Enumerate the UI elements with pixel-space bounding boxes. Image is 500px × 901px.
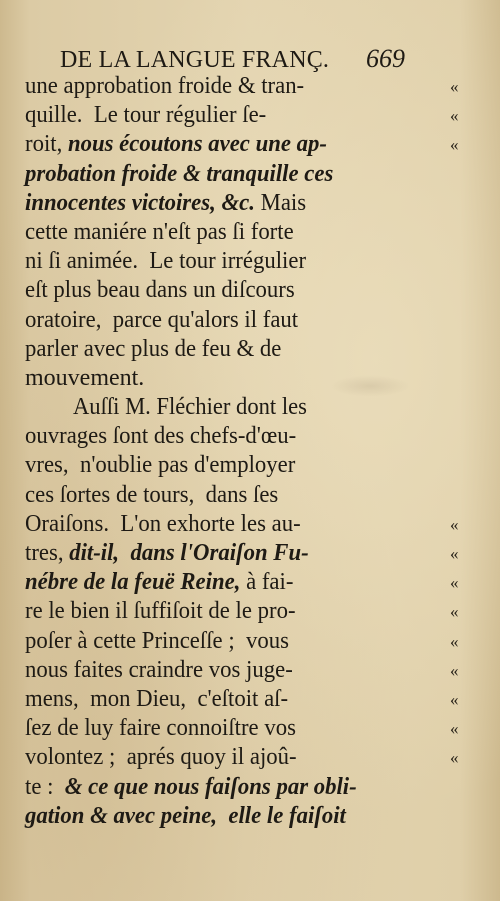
running-head: DE LA LANGUE FRANÇ. [60,47,330,73]
roman-segment: oratoire, parce qu'alors il faut [25,306,299,333]
quotation-mark: « [450,631,459,651]
text-line [25,714,459,743]
quotation-mark: « [450,514,459,534]
body-text [25,72,459,831]
text-line-content [25,72,423,101]
roman-segment: quille. Le tour régulier ſe- [25,102,267,129]
text-line-content [25,656,423,685]
roman-segment: mouvement. [25,364,145,391]
quotation-mark: « [450,748,459,768]
roman-segment: te : [25,773,65,800]
quotation-mark: « [450,135,459,155]
text-line [25,627,459,656]
roman-segment: vres, n'oublie pas d'employer [25,452,296,479]
italic-segment: innocentes victoires, &c. [25,189,255,216]
text-line [25,451,445,480]
text-line-content [25,364,445,393]
text-line [25,72,459,101]
text-line [25,539,459,568]
text-line-content [25,481,423,510]
page-number: 669 [366,44,405,73]
text-line-content [25,101,423,130]
roman-segment: parler avec plus de feu & de [25,335,282,362]
text-line [25,743,459,772]
italic-segment: gation & avec peine, elle le faiſoit [25,802,346,829]
text-line-content [25,685,423,714]
italic-segment: dit-il, dans l'Oraiſon Fu- [69,540,309,566]
roman-segment: re le bien il ſuffiſoit de le pro- [25,598,296,625]
text-line-content [25,451,423,480]
text-line [25,276,445,305]
text-line [25,160,445,189]
text-line [25,656,459,685]
text-line [25,130,459,159]
quotation-mark: « [450,689,459,709]
text-line-content [25,743,423,772]
text-line-content [25,130,423,159]
text-line [25,306,445,335]
quotation-mark: « [450,660,459,680]
roman-segment: cette maniére n'eſt pas ſi forte [25,218,294,245]
text-line-content [25,714,423,743]
text-line-content [25,306,423,335]
text-line-content [25,247,423,276]
roman-segment: eſt plus beau dans un diſcours [25,277,295,304]
roman-segment: volontez ; aprés quoy il ajoû- [25,744,297,771]
roman-segment: nous faites craindre vos juge- [25,656,293,683]
text-line [25,101,459,130]
page-header [60,40,405,74]
text-line [25,510,459,539]
quotation-mark: « [450,719,459,739]
text-line-content [25,568,423,597]
text-line-content [25,276,423,305]
roman-segment: ſez de luy faire connoiſtre vos [25,715,296,742]
text-line-content [73,393,423,422]
roman-segment: à fai- [240,569,294,596]
roman-segment: ouvrages ſont des chefs-d'œu- [25,423,297,450]
text-line-content [25,422,423,451]
text-line [25,773,445,802]
text-line [25,364,445,393]
quotation-mark: « [450,573,459,593]
text-line [25,393,445,422]
quotation-mark: « [450,602,459,622]
roman-segment: ces ſortes de tours, dans ſes [25,481,279,508]
italic-segment: nous écoutons avec une ap- [67,131,327,158]
text-line [25,802,445,831]
text-line [25,568,459,597]
text-line-content [25,218,423,247]
quotation-mark: « [450,544,459,563]
italic-segment: nébre de la feuë Reine, [25,569,241,596]
roman-segment: ni ſi animée. Le tour irrégulier [25,248,307,275]
text-line [25,597,459,626]
text-line-content [25,773,423,802]
roman-segment: une approbation froide & tran- [25,73,305,99]
text-line-content [25,597,423,626]
roman-segment: tres, [25,540,70,566]
text-line [25,481,445,510]
text-line [25,685,459,714]
text-line-content [25,160,423,189]
roman-segment: Mais [254,189,307,216]
text-line-content [25,510,423,539]
text-line-content [25,802,423,831]
quotation-mark: « [450,106,459,126]
text-line [25,218,445,247]
roman-segment: Oraiſons. L'on exhorte les au- [25,510,301,537]
roman-segment: roit, [25,131,68,158]
text-line [25,189,445,218]
text-line [25,247,445,276]
italic-segment: & ce que nous faiſons par obli- [64,773,357,800]
roman-segment: poſer à cette Princeſſe ; vous [25,627,289,654]
text-line-content [25,539,423,568]
text-line [25,422,445,451]
quotation-mark: « [450,77,459,96]
text-line-content [25,627,423,656]
text-line-content [25,335,423,364]
italic-segment: probation froide & tranquille ces [25,160,334,187]
text-line [25,335,445,364]
roman-segment: mens, mon Dieu, c'eſtoit aſ- [25,685,289,712]
text-line-content [25,189,423,218]
roman-segment: Auſſi M. Fléchier dont les [73,394,307,421]
